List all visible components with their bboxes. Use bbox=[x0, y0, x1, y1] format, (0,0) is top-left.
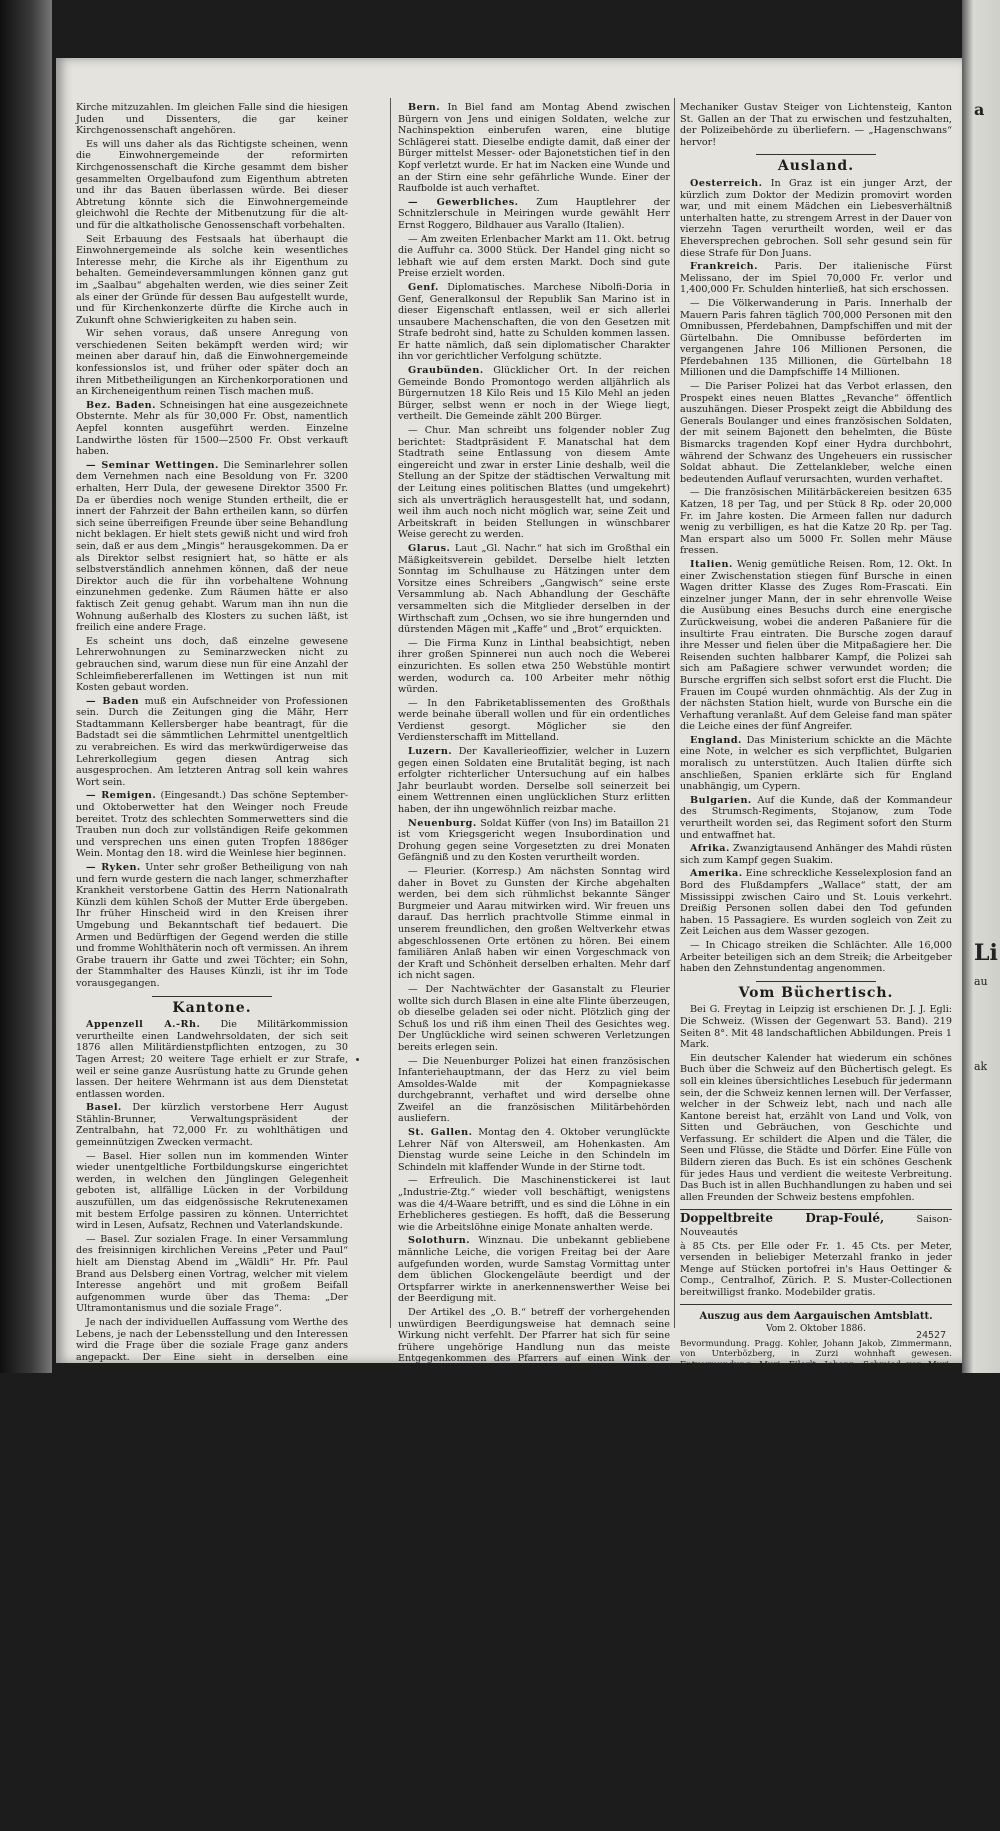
news-text: Das Ministerium schickte an die Mächte eine Note, in welcher es sich verpflichtet, Bulgarien moralisch zu unterstützen. Auch Italien dürfte sich anschließen, Spanien erklärte sich für England unabhängig, um Cypern. bbox=[680, 734, 952, 793]
fragment-letter: ak bbox=[974, 1060, 988, 1073]
paragraph: Der Artikel des „O. B.“ betreff der vorhergehenden unwürdigen Beerdigungsweise hat demnach seine Wirkung nicht verfehlt. Der Pfarrer hat sich für seine frühere ungehörige Handlung nun das meiste Entgegenkommen des Pfarrers auf einen Wink der bischöflichen Kanzlei in Solothurn zurückführen. bbox=[398, 1306, 670, 1376]
news-text: Diplomatisches. Marchese Nibolfi-Doria in Genf, Generalkonsul der Republik San Marino ist in dieser Eigenschaft entlassen, weil er sich allerlei unsaubere Machenschaften, die von den Gesetzen mit Strafe bedroht sind, hatte zu Schulden kommen lassen. Er hatte nämlich, daß sein diplomatischer Charakter ihn vor gerichtlicher Verfolgung schützte. bbox=[398, 281, 670, 363]
news-item bbox=[680, 795, 952, 841]
paragraph: — In den Fabriketablissementen des Großthals werde beinahe überall wollen und für ein ordentliches Verdienst gesorgt. Möglicher sie den Verdiensterschafft im Mittelland. bbox=[398, 697, 670, 744]
place-heading: Bulgarien. bbox=[690, 794, 752, 806]
place-heading: Bern. bbox=[408, 102, 441, 113]
ad-text: à 85 Cts. per Elle oder Fr. 1. 45 Cts. per Meter, versenden in beliebiger Meterzahl franko in jeder Menge auf Stücken portofrei in's Haus Oettinger & Comp., Centralhof, Zürich. P. S. Muster-Collectionen bereitwilligst franko. Modebilder gratis. bbox=[680, 1240, 952, 1298]
paragraph: Seit Erbauung des Festsaals hat überhaupt die Einwohnergemeinde als solche kein wesentliches Interesse mehr, die Kirche als ihr Eigenthum zu behalten. Gemeindeversammlungen können ganz gut im „Saalbau“ abgehalten werden, wie dies seiner Zeit als einer der Gründe für dessen Bau aufgestellt wurde, und für Kirchenkonzerte dürfte die Kirche auch in Zukunft ohne Schwierigkeiten zu haben sein. bbox=[76, 233, 348, 326]
paragraph: In der Diskussion wies Hr. RR. Dr. Brenner nach, daß die heutige soziale Frage nicht bloß eine solche sei, sondern vor allen Dingen eine wirthschaftliche Frage sei. Er konstatirte, daß die ultramontane Partei unter der Flagge des Sozialismus in verschiedenen Ländern, so namentlich in Deutschland und Oesterreich, auch in einigen Kantonen der Schweiz, wie Tessin, Aargau, Freiburg u. s. w., in Stellen der Herren Sozialisten begriffen ist. Redner glaubt nicht an die Aufrichtigkeit der Ultramontanen Sozialpolitiker. Die Kirche kann in dieser Frage nicht viel leisten. Er rief dann die Mithülfe aller freisinnigen Elemente zur Lösung dieser Frage auf; es sei ein Gebot, daß die römische Hierarchie will die ihr vorwiegend wirthschaftliche Frage, wie die Reformation, für sich ausnützen, so daß auch die Arbeiterfreudigkeit und Freisinnigkeit der römischen Geistlichkeit, indem er das Tischgespräch meines Herrn mit denjenigen christlichen Herrn an die Ausstellung in Bregenz mittheilt. „Die Botschaft hör’ ich wohl, allein mir fehlt der Glaube.“ (Bas. Nachr.) bbox=[76, 1481, 348, 1713]
place-heading: Afrika. bbox=[690, 843, 730, 855]
paragraph: Es scheint uns doch, daß einzelne gewesene Lehrerwohnungen zu Seminarzwecken nicht zu gebrauchen sind, warum diese nun für eine Anzahl der Schleimfiebererfallenen im Wettingen ist nun mit Kosten gebaut worden. bbox=[76, 635, 348, 694]
news-text: Die Militärkommission verurtheilte einen Landwehrsoldaten, der sich seit 1876 allen Militärdienstpflichten entzogen, zu 30 Tagen Arrest; 20 weitere Tage erhielt er zur Strafe, weil er seine ganze Ausrüstung hatte zu Grunde gehen lassen. Der heitere Wehrmann ist aus dem Dienstetat entlassen worden. bbox=[76, 1019, 348, 1100]
news-text: Der Kavallerieoffizier, welcher in Luzern gegen einen Soldaten eine Brutalität beging, ist nach erfolgter richterlicher Untersuchung auf ein halbes Jahr beurlaubt worden. Derselbe soll seinerzeit bei einem Wettrennen einen unglücklichen Sturz erlitten haben, der ihn ungewöhnlich reizbar mache. bbox=[398, 746, 670, 816]
news-item bbox=[76, 460, 348, 634]
paragraph: — Die Neuenburger Polizei hat einen französischen Infanteriehauptmann, der das Herz zu viel beim Amsoldes-Walde mit der Kompagniekasse durchgebrannt, verhaftet und wird derselbe ohne Zweifel an die französischen Militärbehörden ausliefern. bbox=[398, 1055, 670, 1125]
place-heading: Glarus. bbox=[408, 542, 451, 554]
news-item bbox=[76, 1715, 348, 1831]
news-item bbox=[398, 282, 670, 363]
news-item bbox=[398, 102, 670, 195]
archive-number: 24527 bbox=[916, 1330, 947, 1341]
ad-headline bbox=[680, 1213, 952, 1238]
paragraph: — Das Schulhaus, welches in der Nacht vom 28. auf den 29. September in Hüntern den Nord an der alten Hauslereien Berg gelegen, ist dem 30jährigen Heinrich Gottschall, Taglöhner von Steinmaur, entdeckt und bereits zum Geständniß gebracht worden. bbox=[398, 1630, 670, 1688]
weather-text: Pariser Observatorium vom 15. Oktober Neues Steigen des Barometers. Aussichten auf Wind aus den Ostregionen, bewölkten Himmel, einige Niederschläge bei bisheriger Temperatur. bbox=[680, 1504, 952, 1546]
news-item bbox=[680, 843, 952, 866]
news-item bbox=[680, 178, 952, 259]
news-text: Schneisingen hat eine ausgezeichnete Obsternte. Mehr als für 30,000 Fr. Obst, namentlich Aepfel konnten ausgeführt werden. Einzelne Landwirthe lösten für 1500—2500 Fr. Obst verkauft haben. bbox=[76, 399, 348, 458]
paragraph: — Die französischen Militärbäckereien besitzen 635 Katzen, 18 per Tag, und per Stück 8 Rp. oder 20,000 Fr. im Jahre kosten. Die Armeen fallen nur dadurch wenig zu verbilligen, es hat die Katze 20 Rp. per Tag. Man erspart also um 5000 Fr. Sollen mehr Mäuse fressen. bbox=[680, 487, 952, 557]
paragraph: Kirche mitzuzahlen. Im gleichen Falle sind die hiesigen Juden und Dissenters, die gar keiner Kirchgenossenschaft angehören. bbox=[76, 102, 348, 137]
news-item bbox=[76, 862, 348, 990]
paragraph: — Zürich. Schon wiederholt, berichtet Gerichtsaal, wurden im Laufe dieses Sommers Klagen über Individuen laut, die in öffentlichen Anlagen gegenüber Kindern Vergehen gegen die Sittlichkeit verübten. Einer derselben konnte nun der Polizei überliefert werden, ein solches Individuum in flagranti ertappt. — Ein letzter soll es in der Kiegel faßen, welche die Sittlichkeitsverbrechen zu sühnen. bbox=[398, 1689, 670, 1783]
news-text: Unter sehr großer Betheiligung von nah und fern wurde gestern die nach langer, schmerzhafter Krankheit verstorbene Gattin des Herrn Nationalrath Künzli dem kühlen Schoß der Mutter Erde übergeben. Ihr früher Hinscheid wird in den Kreisen ihrer Umgebung und Bekanntschaft tief bedauert. Die Armen und Bedürftigen der Gegend werden die stille und fromme Wohlthäterin noch oft vermissen. An ihrem Grabe trauern ihr Gatte und zwei Töchter; ein Sohn, der Stammhalter des Hauses Künzli, ist ihr im Tode vorausgegangen. bbox=[76, 862, 348, 989]
place-heading: Oesterreich. bbox=[690, 177, 763, 189]
paragraph: — Chur. Man schreibt uns folgender nobler Zug berichtet: Stadtpräsident F. Manatschal hat dem Stadtrath seine Entlassung von diesem Amte eingereicht und zwar in erster Linie deshalb, weil die Stellung an der Spitze der städtischen Verwaltung mit der Leitung eines politischen Blattes (und umgekehrt) sich als unverträglich herausgestellt hat, und sodann, weil ihm auch noch nicht möglich war, seine Zeit und Arbeitskraft in beiden Stellungen in wünschbarer Weise gerecht zu werden. bbox=[398, 425, 670, 541]
place-heading: Waadt. bbox=[408, 1415, 448, 1427]
news-item bbox=[398, 1235, 670, 1305]
place-heading: — Ryken. bbox=[86, 862, 141, 873]
place-heading: Neuenburg. bbox=[408, 817, 477, 829]
news-item bbox=[680, 868, 952, 938]
place-heading: Zürich. bbox=[408, 1452, 451, 1464]
news-text: Glücklicher Ort. In der reichen Gemeinde Bondo Promontogo werden alljährlich als Bürgernutzen 18 Kilo Reis und 15 Kilo Mehl an jeden Bürger, selbst wenn er noch in der Wiege liegt, vertheilt. Die Gemeinde zählt 200 Bürger. bbox=[398, 365, 670, 423]
paragraph: — Der Nachtwächter der Gasanstalt zu Fleurier wollte sich durch Blasen in eine alte Flinte überzeugen, ob dieselbe geladen sei oder nicht. Plötzlich ging der Schuß los und riß ihm einen Theil des Gesichtes weg. Der Unglückliche wird seinen schweren Verletzungen bereits erlegen sein. bbox=[398, 983, 670, 1053]
amtsblatt-date: Vom 2. Oktober 1886. bbox=[766, 1324, 866, 1335]
section-divider bbox=[756, 154, 876, 155]
news-item bbox=[398, 1452, 670, 1591]
place-heading: Graubünden. bbox=[408, 365, 484, 377]
news-text: (Eingesandt.) Das schöne September- und Oktoberwetter hat den Weinger noch Freude bereitet. Trotz des schlechten Sommerwetters sind die Trauben nun doch zur vollständigen Reife gekommen und versprechen uns einen guten Tropfen 1886ger Wein. Montag den 18. wird die Weinlese hier beginnen. bbox=[76, 790, 348, 860]
place-heading: Bez. Baden. bbox=[86, 399, 156, 411]
paragraph: Wir sehen voraus, daß unsere Anregung von verschiedenen Seiten bekämpft werden wird; wir meinen aber darauf hin, daß die Einwohnergemeinde konfessionslos ist, und früher oder später doch an ihren Mitbetheiligungen an Kirchenkorporationen und an Kircheneigenthum reinen Tisch machen muß. bbox=[76, 328, 348, 398]
paragraph: Mechaniker Gustav Steiger von Lichtensteig, Kanton St. Gallen an der That zu erwischen und festzuhalten, der Polizeibehörde zu überliefern. — „Hagenschwans“ hervor! bbox=[680, 102, 952, 148]
news-text: Wenig gemütliche Reisen. Rom, 12. Okt. In einer Zwischenstation stiegen fünf Bursche in einen Wagen dritter Klasse des Zuges Rom-Frascati. Ein einzelner junger Mann, der in sehr ehrenvolle Weise die Ausübung eines Besuchs durch eine energische Zurückweisung, wobei die anderen Paßaniere für die insultirte Frau eintraten. Die Bursche zogen darauf ihre Messer und fielen über die Mitpaßagiere her. Die Reisenden suchten halbbarer Kampf, die Polizei sah sich am Paßagiere schwer verwundet worden; die Bursche ergriffen sich selbst sofort erst die Flucht. Die Frauen im Coupé wurden ohnmächtig. Als der Zug in der nächsten Station hielt, wurde von Bursche ein die Verhaftung veranlaßt. Auf dem Geleise fand man später die Leiche eines der fünf Angreifer. bbox=[680, 558, 952, 733]
weather-heading: Witterungsbeobachtungen. bbox=[739, 1490, 893, 1502]
paragraph: — Die Völkerwanderung in Paris. Innerhalb der Mauern Paris fahren täglich 700,000 Personen mit den Omnibussen, Pferdebahnen, Dampfschiffen und mit der Gürtelbahn. Die Omnibusse beförderten im vergangenen Jahre 106 Millionen Personen, die Pferdebahnen 135 Millionen, die Gürtelbahn 18 Millionen und die Dampfschiffe 14 Millionen. bbox=[680, 297, 952, 379]
news-text: Der kürzlich verstorbene Herr August Stählin-Brunner, Verwaltungspräsident der Zentralbahn, hat 72,000 Fr. zu wohlthätigen und gemeinnützigen Zwecken vermacht. bbox=[76, 1102, 348, 1149]
news-item bbox=[76, 1019, 348, 1100]
place-heading: — Seminar Wettingen. bbox=[86, 459, 219, 471]
news-item bbox=[398, 746, 670, 816]
amtsblatt-heading: Auszug aus dem Aargauischen Amtsblatt. bbox=[699, 1310, 933, 1322]
news-item bbox=[76, 790, 348, 860]
place-heading: — Baden bbox=[86, 695, 140, 707]
section-divider bbox=[152, 996, 272, 997]
news-item bbox=[76, 696, 348, 789]
paragraph: Je nach der individuellen Auffassung vom Werthe des Lebens, je nach der Lebensstellung und den Interessen wird die Frage über die soziale Frage ganz anders angepackt. Der Eine sieht in derselben eine Magenfrage, der Andere eine ideale Frage; der Arbeiter faßt sie als Arbeiterfrage, der Volkswirthschafter als wirthschaftliche Frage, der Staatsmann als politische Frage, der Schulmann als Erziehungsfrage, der Theologe als kirchliche Frage auf. Es ist wieder das Eine noch das Andere ausschließlich, sondern sie ist Alles in Allem. Vom Ultramontanismus hat man diese Frage am wenigsten erwartet, Umgestaltung der Gesellschaft, jener konservative Festhalten am Alten bedeutet. bbox=[76, 1316, 348, 1479]
paragraph: — Am zweiten Erlenbacher Markt am 11. Okt. betrug die Auffuhr ca. 3000 Stück. Der Handel ging nicht so lebhaft wie auf dem ersten Markt. Doch sind gute Preise erzielt worden. bbox=[398, 233, 670, 280]
place-heading: Amerika. bbox=[690, 868, 743, 880]
advertisement bbox=[680, 1209, 952, 1304]
place-heading: Baselland. bbox=[86, 1715, 148, 1727]
paragraph: — Die Pariser Polizei hat das Verbot erlassen, den Prospekt eines neuen Blattes „Revanche“ öffentlich auszuhängen. Dieser Prospekt zeigt die Abbildung des Generals Boulanger und eines französischen Soldaten, der mit seinem Bajonett den behelmten, die Büste Bismarcks tragenden Kopf einer Hydra durchbohrt, während der Schwanz des Ungeheuers ein russischer Soldat abhaut. Die Zettelankleber, welche einen bedeutenden Auflauf verursachten, wurden verhaftet. bbox=[680, 381, 952, 485]
news-item bbox=[398, 1415, 670, 1450]
paragraph: — Erfreulich. Die Maschinenstickerei ist laut „Industrie-Ztg.“ wieder voll beschäftigt, wenigstens was die 4/4-Waare betrifft, und es sind die Löhne in ein Erheblicheres gestiegen. Es hofft, daß die Besserung wie die Arbeitslöhne einige Monate anhalten werde. bbox=[398, 1175, 670, 1233]
column-rule bbox=[390, 98, 391, 1328]
place-heading: England. bbox=[690, 734, 742, 746]
news-text: Auch ein Geschäft. Ein Spitzbube, festlich gekleidet, suchte letzthin das obere Baselbiet ab, um einen Hausirer für seinen Neuzeitereien zu gewinnen, welches er im Wahrheit in Spekulation hatte. Das Geschäft mit Schwung und Nahrung betrieben, kam in's Blühen, wie denn Polizeihandlungen entdeckt worden ist, so hätte er von dem letzten „Familienvater“ die Taufe zu ermöglichen. Der Mann arbeitet aber nun im Schatten des Gefängnisses! bbox=[76, 1715, 348, 1831]
news-text: Die Zahl der Schüler der Alltagsschule beträgt 37,755, davon 18,766 Knaben und 18,993 Mädchen. Ergänzungsschüler 4199 Knaben, 5899 Mädchen; Sekundarschüler 2812 Knaben, 1564 Mädchen. Die Zahl der Schulen beträgt 424, wovon 370 Primarschulen ungetheilt. Von der Primarschulen mit 27 Abtheilungen haben 254 nur je einen Lehrer. Von den 254 ungetheilten Primarschulen hatten im Jahre 1885/86 je 13 unter 20 Schüler, 28 über 71, hatten je 14 über 80, 8 sogar über 90. Die Gesammtlehrerzahl der Primarschulen beträgt 686, darunter 50 Lehrerinnen. bbox=[398, 1452, 670, 1591]
news-item bbox=[398, 365, 670, 423]
place-heading: Appenzell A.-Rh. bbox=[86, 1019, 201, 1031]
news-item bbox=[680, 559, 952, 733]
next-page-fragment bbox=[972, 60, 1000, 1260]
news-item bbox=[398, 1127, 670, 1173]
news-text: Die Seminarlehrer sollen dem Vernehmen nach eine Besoldung von Fr. 3200 erhalten, Herr Dula, der gewesene Direktor 3500 Fr. Da er überdies noch wenige Stunden ertheilt, die er innert der Fahrzeit der Bahn ertheilen kann, so dürfen sich seine überreifigen Freunde über seine Behandlung nicht beklagen. Er hielt stets gewiß nicht und wird froh sein, daß er aus dem „Mingis“ herausgekommen. Da er als Direktor selbst resigniert hat, so hätte er als selbstverständlich annehmen können, daß der neue Direktor auch die für ihn vorbehaltene Wohnung einzunehmen gedenke. Zum Räumen hätte er also faktisch Zeit genug gehabt. Warum man ihn nun die Wohnung außerhalb des Klosters zu suchen läßt, ist freilich eine andere Frage. bbox=[76, 459, 348, 634]
ink-speck bbox=[356, 1058, 359, 1061]
paragraph: — In Chicago streiken die Schlächter. Alle 16,000 Arbeiter beteiligen sich an dem Streik; die Arbeitgeber haben den Zehnstundentag angenommen. bbox=[680, 939, 952, 975]
paragraph: — Olten. Es ändern sich die Zeiten. Das frühere Kaplaneigebäude und zuletzt Amtschreiberei wird nun in eine Metzgerei umgewandelt. bbox=[398, 1378, 670, 1413]
paragraph: — Basel. Hier sollen nun im kommenden Winter wieder unentgeltliche Fortbildungskurse eingerichtet werden, in welchen den Jünglingen Gelegenheit geboten ist, allfällige Lücken in der Vorbildung auszufüllen, um das eidgenössische Rekrutenexamen mit bestem Erfolge passiren zu können. Unterrichtet wird in Lesen, Aufsatz, Rechnen und Vaterlandskunde. bbox=[76, 1150, 348, 1232]
news-text: Paris. Der italienische Fürst Melissano, der im Spiel 70,000 Fr. verlor und 1,400,000 Fr. Schulden hinterließ, hat sich erschossen. bbox=[680, 261, 952, 296]
place-heading: St. Gallen. bbox=[408, 1127, 473, 1139]
news-item bbox=[76, 400, 348, 458]
place-heading: Basel. bbox=[86, 1102, 122, 1114]
news-item bbox=[398, 543, 670, 636]
section-heading-kantone: Kantone. bbox=[172, 999, 252, 1016]
news-item bbox=[680, 261, 952, 296]
section-heading-ausland: Ausland. bbox=[777, 158, 855, 175]
news-text: In Graz ist ein junger Arzt, der kürzlich zum Doktor der Medizin promovirt worden war, und mit einem Mädchen ein Liebesverhältniß unterhalten hatte, zu strengem Arrest in der Dauer von vierzehn Tagen verurtheilt worden, weil er das Eheversprechen gebrochen. Soll sehr gesund sein für diese Strafe für Don Juans. bbox=[680, 177, 952, 259]
fragment-letter: Li bbox=[974, 940, 998, 966]
column-1 bbox=[76, 102, 348, 1831]
column-2 bbox=[398, 102, 670, 1819]
column-rule bbox=[674, 98, 675, 1328]
paragraph: Vorigen Montag Nachmittag gab es einige Privatpersonen, in den Anlagen des Lindenhofes den fünfundzwanzig Jahre alten bbox=[398, 1784, 670, 1819]
newspaper-page bbox=[56, 58, 962, 1831]
paragraph: — Fleurier. (Korresp.) Am nächsten Sonntag wird daher in Bovet zu Gunsten der Kirche abgehalten werden, bei dem sich rühmlichst bekannte Sänger Burgmeier und Aarau mitwirken wird. Wir freuen uns darauf. Das herrlich prachtvolle Stimme einmal in unserem freundlichen, den großen Weltverkehr etwas abgeschlossenen Orte ertönen zu hören. Bei einem familiären Anlaß haben wir einen Vorgeschmack von der Kraft und Schönheit derselben erhalten. Mehr darf ich nicht sagen. bbox=[398, 866, 670, 982]
section-divider bbox=[756, 981, 876, 982]
paragraph: — Basel. Zur sozialen Frage. In einer Versammlung des freisinnigen kirchlichen Vereins „Peter und Paul“ hielt am Dienstag Abend im „Wäldli“ Hr. Pfr. Paul Brand aus Delsberg einen Vortrag, welcher mit vielem Interesse angehört und mit großem Beifall aufgenommen wurde über das Thema: „Der Ultramontanismus und die soziale Frage“. bbox=[76, 1233, 348, 1315]
fragment-letter: au bbox=[974, 975, 988, 988]
place-heading: Genf. bbox=[408, 281, 439, 293]
amtsblatt-text: Bevormundung. Pragg. Kohler, Johann Jakob, Zimmermann, von Unterbözberg, in Zurzi wohnhaft gewesen. Entvormundung. Muri. Eilerlt, Johann, Schmied von Muri-Wey. Schuldner- und Geltstagsangelegenheiten. Pragg. Koppeis, Anna geb. Hofmann, Friedrich, Schreiner von Wettingen. Eingaben bis 10. November. Zofingen. Schwarz, Friedrich, von Lenzburg, Kaufmann, gewesener Bierbrauer und Wirth auf dem Rößli in Oftringen. Eingaben bis 20. November. Geldstags-Rückrufe. Baden. Ruf, Johann, von Wettingen. Vergantungen. Bremgarten. Geißmann, Gottfried, Fabrikant, in Wohlen. Zofingen. Leuthard, Anton, Bäcker. Rehabilitationen. Aarau. Plattner, Rudolf, Wachtmeister. Johann, von Rüttigen. Zofingen. Fehlmann, Hermann, Gottlieb, Viehhändler in Wittwil. bbox=[680, 1338, 952, 1485]
paragraph: Bei G. Freytag in Leipzig ist erschienen Dr. J. J. Egli: Die Schweiz. (Wissen der Gegenwart 53. Band). 219 Seiten 8°. Mit 48 landschaftlichen Abbildungen. Preis 1 Mark. bbox=[680, 1004, 952, 1051]
news-text: Winznau. Die unbekannt gebliebene männliche Leiche, die vorigen Freitag bei der Aare aufgefunden worden, wurde Samstag Vormittag unter dem üblichen Glockengeläute beerdigt und der Ortspfarrer wirkte in anerkennenswerther Weise bei der Beerdigung mit. bbox=[398, 1235, 670, 1305]
ad-subtitle: Saison-Nouveautés bbox=[680, 1214, 952, 1239]
news-text: Zum Hauptlehrer der Schnitzlerschule in Meiringen wurde gewählt Herr Ernst Roggero, Bildhauer aus Varallo (Italien). bbox=[398, 196, 670, 231]
news-text: Soldat Küffer (von Ins) im Bataillon 21 ist vom Kriegsgericht wegen Insubordination und Drohung gegen seine Vorgesetzten zu drei Monaten Gefängniß und zu den Kosten verurtheilt worden. bbox=[398, 817, 670, 864]
section-heading-buechertisch: Vom Büchertisch. bbox=[738, 984, 894, 1001]
news-item bbox=[76, 1102, 348, 1148]
place-heading: — Remigen. bbox=[86, 790, 157, 802]
news-item bbox=[398, 197, 670, 232]
place-heading: — Gewerbliches. bbox=[408, 196, 519, 208]
news-text: Laut „Gl. Nachr.“ hat sich im Großthal ein Mäßigkeitsverein gebildet. Derselbe hielt letzten Sonntag im Schulhause zu Hätzingen unter dem Vorsitze eines Schreibers „Gangwisch“ seine erste Versammlung ab. Nach Abhandlung der Geschäfte versammelten sich die Mitglieder derselben in der Wirthschaft zum „Ochsen, wo sie ihre hungernden und dürstenden Mägen mit „Kaffe“ und „Brot“ erquickten. bbox=[398, 542, 670, 636]
paragraph: Die Zahl der freiwilligen Fortbildungsschulen beträgt 104 mit ca. 2500 Schülern, jene der Sekundarschulen 94, davon 21 über 15 Jahre. bbox=[398, 1593, 670, 1628]
place-heading: Frankreich. bbox=[690, 261, 758, 273]
news-text: Die Kaffeewirthe in Lausanne haben beschlossen, den neuen Wein zu 70 Rp. per Liter auszuschenken. bbox=[398, 1415, 670, 1450]
paragraph: Es will uns daher als das Richtigste scheinen, wenn die Einwohnergemeinde der reformirten Kirchgenossenschaft die Kirche gesammt dem bisher gesammelten Orgelbaufond zum Eigenthum abtreten und ihr das Bauen überlassen würde. Bei dieser Abtretung könnte sich die Einwohnergemeinde gleichwohl die Rechte der Mitbenutzung für die alt- und für die altkatholische Genossenschaft vorbehalten. bbox=[76, 138, 348, 231]
fragment-letter: a bbox=[974, 100, 985, 119]
news-text: In Biel fand am Montag Abend zwischen Bürgern von Jens und einigen Soldaten, welche zur Nachinspektion einberufen waren, eine blutige Schlägerei statt. Dieselbe endigte damit, daß einer der Bürger mittelst Messer- oder Bajonetstichen tief in den Kopf verletzt wurde. Er hat im Nacken eine Wunde und an der Stirn eine sehr gefährliche Wunde. Einer der Raufbolde ist auch verhaftet. bbox=[398, 102, 670, 195]
news-text: Auf die Kunde, daß der Kommandeur des Strumsch-Regiments, Stojanow, zum Tode verurtheilt worden sei, das Regiment sofort den Sturm und entwaffnet hat. bbox=[680, 794, 952, 841]
news-text: Montag den 4. Oktober verunglückte Lehrer Näf von Altersweil, am Hohenkasten. Am Dienstag wurde seine Leiche in den Schindeln im Schindeln mit klaffender Wunde in der Stirne todt. bbox=[398, 1127, 670, 1173]
place-heading: Luzern. bbox=[408, 746, 453, 758]
paragraph: Ein deutscher Kalender hat wiederum ein schönes Buch über die Schweiz auf den Büchertisch gelegt. Es soll ein kleines übersichtliches Lesebuch für jedermann sein, der die Schweiz kennen lernen will. Der Verfasser, welcher in der Schweiz lebt, nach und nach alle Kantone bereist hat, erzählt von Land und Volk, von Sitten und Gebräuchen, von Geschichte und Verfassung. Er schildert die Alpen und die Täler, die Seen und Flüsse, die Städte und Dörfer. Eine Fülle von Bildern zieren das Buch. Es ist ein schönes Geschenk für jedes Haus und verdient die weiteste Verbreitung. Das Buch ist in allen Buchhandlungen zu haben und sei allen Freunden der Schweiz bestens empfohlen. bbox=[680, 1052, 952, 1203]
news-text: Eine schreckliche Kesselexplosion fand an Bord des Flußdampfers „Wallace“ statt, der am Mississippi zwischen Cairo und St. Louis verkehrt. Dreißig Personen sollen dabei den Tod gefunden haben. 15 Passagiere. Es wurden sogleich von Zeit zu Zeit Leichen aus dem Wasser gezogen. bbox=[680, 868, 952, 938]
place-heading: Solothurn. bbox=[408, 1235, 471, 1247]
scan-border-left bbox=[0, 0, 52, 1373]
place-heading: Italien. bbox=[690, 558, 733, 570]
paragraph: — Die Firma Kunz in Linthal beabsichtigt, neben ihrer großen Spinnerei nun auch noch die Weberei einzurichten. Es sollen etwa 250 Webstühle montirt werden, wodurch ca. 100 Arbeiter mehr nöthig würden. bbox=[398, 637, 670, 696]
ad-title: Doppeltbreite Drap-Foulé, bbox=[680, 1211, 885, 1226]
news-text: Zwanzigtausend Anhänger des Mahdi rüsten sich zum Kampf gegen Suakim. bbox=[680, 843, 952, 866]
news-item bbox=[398, 818, 670, 864]
news-item bbox=[680, 735, 952, 793]
news-text: muß ein Aufschneider von Professionen sein. Durch die Zeitungen ging die Mähr, Herr Stadtammann Kellersberger habe beantragt, für die Badstadt sei die sämmtlichen Lehrmittel unentgeltlich zu verabreichen. Es wird das merkwürdigerweise das Lehrerkollegium gegen diesen Antrag sich ausgesprochen. Am letzteren Antrag soll kein wahres Wort sein. bbox=[76, 695, 348, 788]
